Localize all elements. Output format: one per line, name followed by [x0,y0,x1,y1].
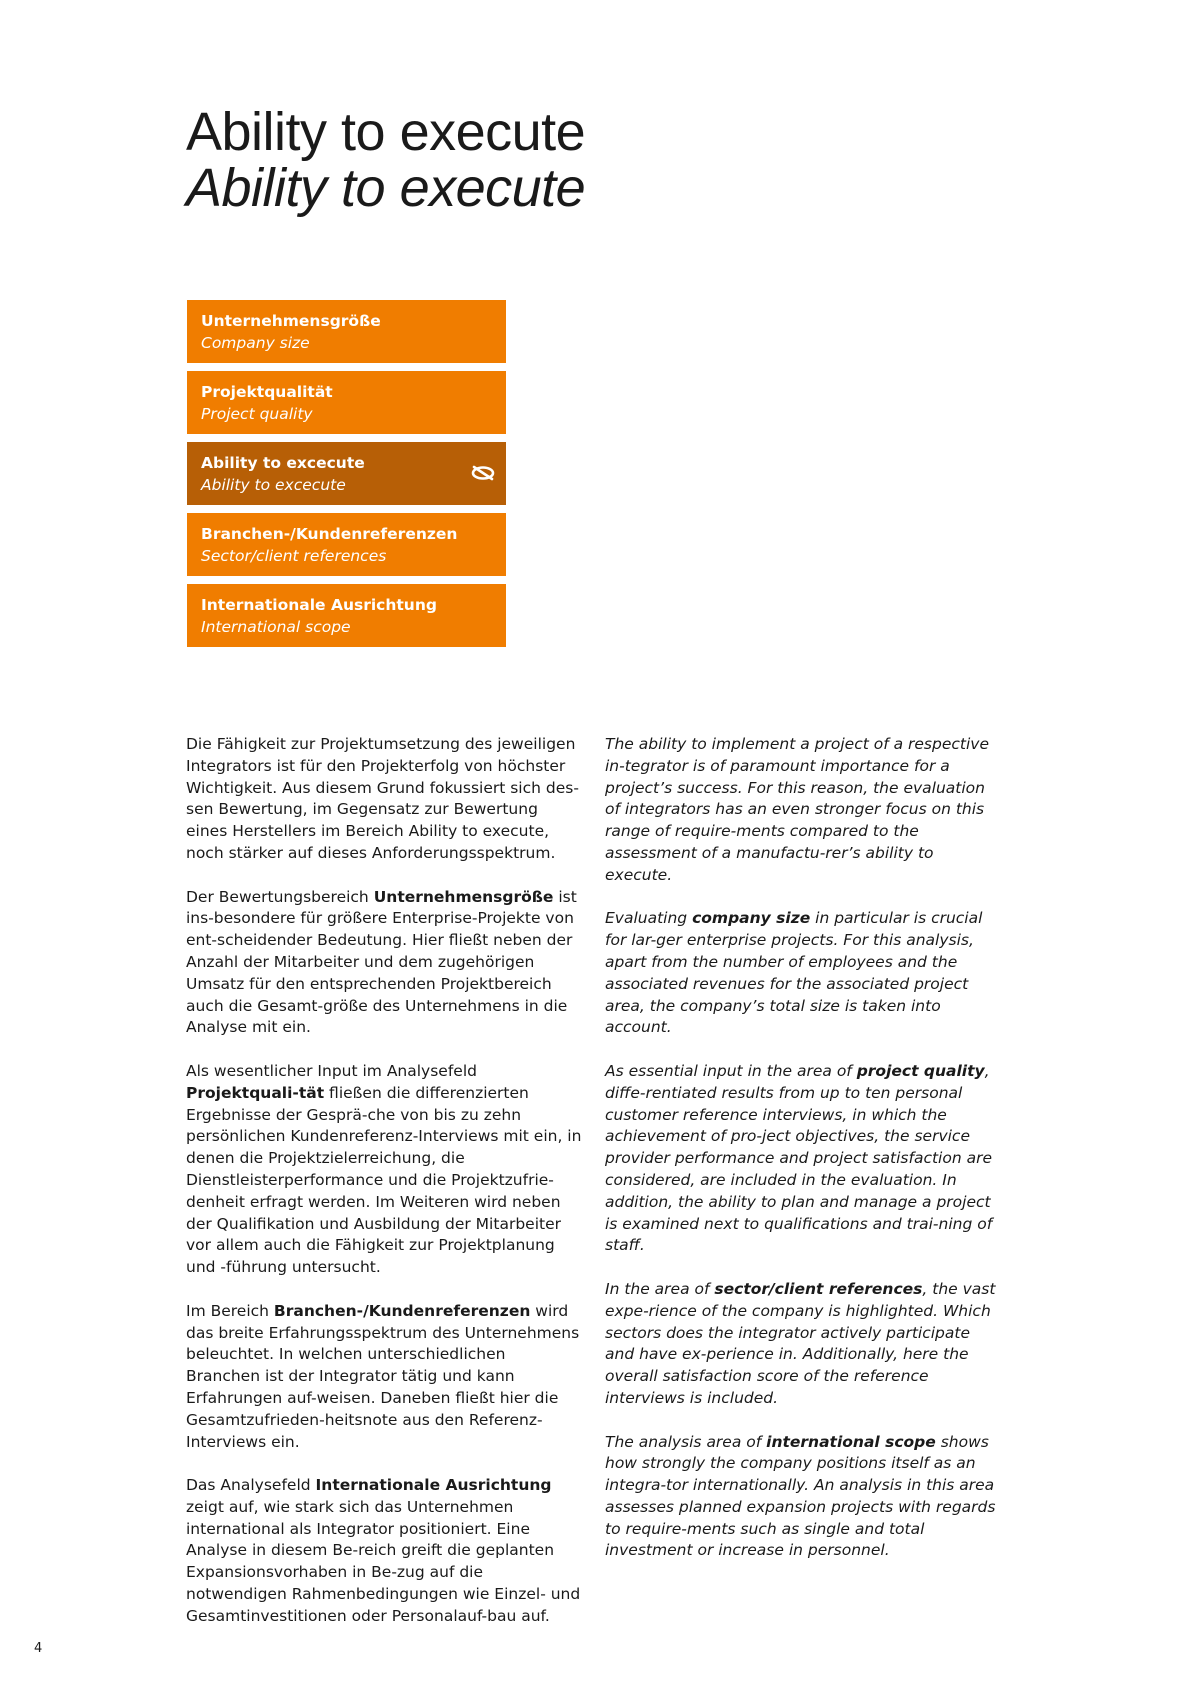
menu-item-label-de: Ability to excecute [201,454,365,472]
menu-item-label-en: Company size [201,334,310,352]
paragraph: Als wesentlicher Input im Analysefeld Projektquali-tät fließen die differenzierten Ergebnisse der Gesprä-che von bis zu zehn persönlichen Kundenreferenz-Interviews mit ein, in denen die Projektzielerreichung, die Dienstleisterperformance und die Projektzufrie-denheit erfragt werden. Im Weiteren wird neben der Qualifikation und Ausbildung der Mitarbeiter vor allem auch die Fähigkeit zur Projektplanung und -führung untersucht. [186,1061,582,1277]
body-text-german [186,734,582,1649]
menu-item-label-en: International scope [201,618,351,636]
paragraph: As essential input in the area of project quality, diffe-rentiated results from up to ten personal customer reference interviews, in which the achievement of pro-ject objectives, the service provider performance and project satisfaction are considered, are included in the evaluation. In addition, the ability to plan and manage a project is examined next to qualifications and trai-ning of staff. [605,1061,993,1255]
lens-icon [470,465,496,481]
menu-item-label-en: Ability to excecute [201,476,346,494]
paragraph: Im Bereich Branchen-/Kundenreferenzen wird das breite Erfahrungsspektrum des Unternehmens beleuchtet. In welchen unterschiedlichen Branchen ist der Integrator tätig und kann Erfahrungen auf-weisen. Daneben fließt hier die Gesamtzufrieden-heitsnote aus den Referenz-Interviews ein. [186,1301,580,1451]
paragraph: In the area of sector/client references, the vast expe-rience of the company is highlighted. Which sectors does the integrator actively participate and have ex-perience in. Additionally, here the overall satisfaction score of the reference interviews is included. [605,1279,996,1407]
page-title [186,104,585,216]
title-english: Ability to execute [186,158,586,218]
menu-item-project-quality[interactable] [187,371,506,434]
menu-item-company-size[interactable] [187,300,506,363]
title-german: Ability to execute [186,102,586,162]
body-text-english [605,734,1001,1584]
menu-item-international-scope[interactable] [187,584,506,647]
menu-item-label-en: Sector/client references [201,547,387,565]
paragraph: The ability to implement a project of a respective in-tegrator is of paramount importance for a project’s success. For this reason, the evaluation of integrators has an even stronger focus on this range of require-ments compared to the assessment of a manufactu-rer’s ability to execute. [605,735,989,884]
menu-item-ability-to-execute[interactable] [187,442,506,505]
menu-item-label-de: Internationale Ausrichtung [201,596,437,614]
paragraph: Die Fähigkeit zur Projektumsetzung des jeweiligen Integrators ist für den Projekterfolg von höchster Wichtigkeit. Aus diesem Grund fokussiert sich des-sen Bewertung, im Gegensatz zur Bewertung eines Herstellers im Bereich Ability to execute, noch stärker auf dieses Anforderungsspektrum. [186,735,579,862]
category-menu [187,300,506,647]
paragraph: Der Bewertungsbereich Unternehmensgröße ist ins-besondere für größere Enterprise-Projekte von ent-scheidender Bedeutung. Hier fließt neben der Anzahl der Mitarbeiter und dem zugehörigen Umsatz für den entsprechenden Projektbereich auch die Gesamt-größe des Unternehmens in die Analyse mit ein. [186,887,577,1037]
paragraph: Das Analysefeld Internationale Ausrichtung zeigt auf, wie stark sich das Unternehmen international als Integrator positioniert. Eine Analyse in diesem Be-reich greift die geplanten Expansionsvorhaben in Be-zug auf die notwendigen Rahmenbedingungen wie Einzel- und Gesamtinvestitionen oder Personalauf-bau auf. [186,1476,581,1625]
paragraph: Evaluating company size in particular is crucial for lar-ger enterprise projects. For this analysis, apart from the number of employees and the associated revenues for the associated project area, the company’s total size is taken into account. [605,909,983,1037]
menu-item-label-en: Project quality [201,405,313,423]
menu-item-label-de: Unternehmensgröße [201,312,381,330]
menu-item-label-de: Projektqualität [201,383,333,401]
menu-item-label-de: Branchen-/Kundenreferenzen [201,525,458,543]
paragraph: The analysis area of international scope shows how strongly the company positions itself as an integra-tor internationally. An analysis in this area assesses planned expansion projects with regards to require-ments such as single and total investment or increase in personnel. [605,1432,996,1560]
menu-item-sector-client-references[interactable] [187,513,506,576]
page-number: 4 [34,1641,43,1656]
